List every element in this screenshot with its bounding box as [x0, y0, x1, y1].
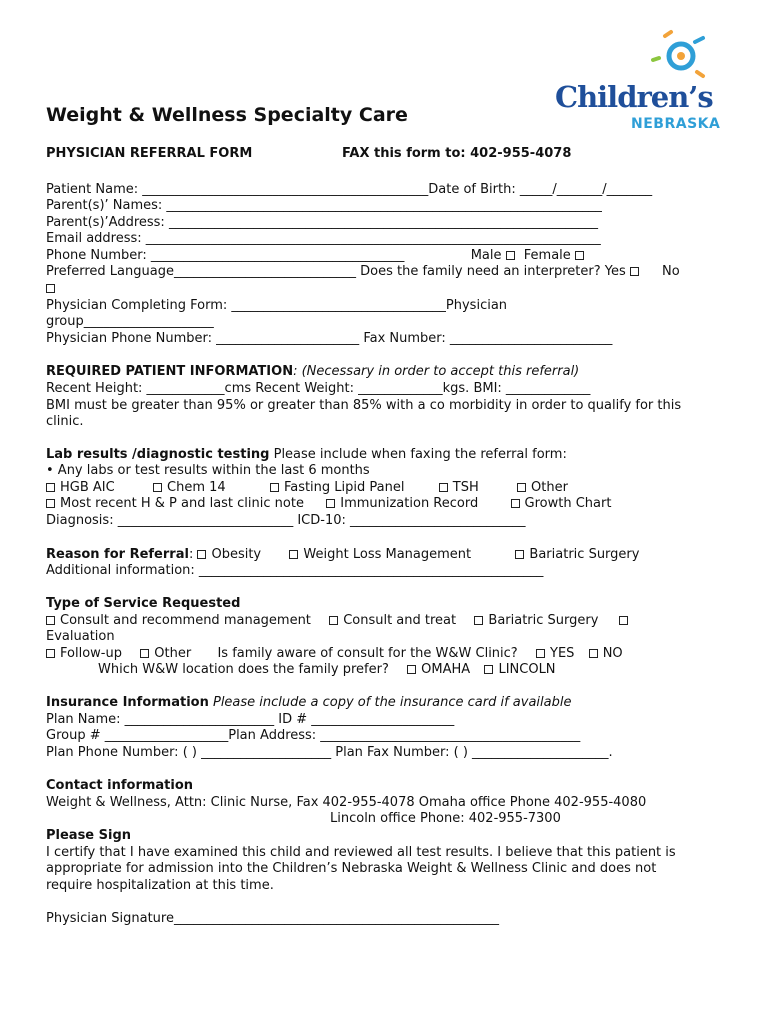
bariatric-service-checkbox[interactable]: [474, 616, 483, 625]
logo-subtitle: NEBRASKA: [631, 116, 721, 132]
female-checkbox[interactable]: [575, 251, 584, 260]
chem-checkbox[interactable]: [153, 483, 162, 492]
service-row-2: Follow-up Other Is family aware of consult for the W&W Clinic? YES NO: [46, 646, 623, 662]
service-heading: Type of Service Requested: [46, 596, 241, 611]
tsh-checkbox[interactable]: [439, 483, 448, 492]
additional-info-field[interactable]: Additional information: _____________________________________________________: [46, 563, 544, 578]
location-row: Which W&W location does the family prefer? OMAHA LINCOLN: [98, 662, 556, 677]
form-name: PHYSICIAN REFERRAL FORM: [46, 146, 253, 161]
bmi-requirement: BMI must be greater than 95% or greater than 85% with a co morbidity in order to qualify for this: [46, 398, 682, 413]
physician-phone-field[interactable]: Physician Phone Number: ______________________ Fax Number: _________________________: [46, 331, 613, 346]
lab-heading: Lab results /diagnostic testing Please include when faxing the referral form:: [46, 447, 567, 462]
parent-names-field[interactable]: Parent(s)’ Names: ___________________________________________________________________: [46, 198, 602, 213]
service-row-1: Consult and recommend management Consult and treat Bariatric Surgery: [46, 613, 633, 629]
lab-bullet: • Any labs or test results within the last 6 months: [46, 463, 370, 478]
physician-group-field[interactable]: group____________________: [46, 314, 214, 329]
certify-line-2: appropriate for admission into the Children’s Nebraska Weight & Wellness Clinic and does not: [46, 861, 657, 876]
group-address-field[interactable]: Group # ___________________Plan Address: ________________________________________: [46, 728, 581, 743]
plan-phone-field[interactable]: Plan Phone Number: ( ) ____________________ Plan Fax Number: ( ) _____________________.: [46, 745, 613, 760]
certify-line-1: I certify that I have examined this child and reviewed all test results. I believe that this patient is: [46, 845, 676, 860]
logo-swirl-icon: [651, 28, 711, 82]
form-title: Weight & Wellness Specialty Care: [46, 104, 408, 126]
physician-completing-field[interactable]: Physician Completing Form: _________________________________Physician: [46, 298, 508, 313]
lab-row-1: HGB AIC Chem 14 Fasting Lipid Panel TSH Other: [46, 480, 568, 496]
physician-signature-field[interactable]: Physician Signature__________________________________________________: [46, 911, 499, 926]
omaha-checkbox[interactable]: [407, 665, 416, 674]
interpreter-no-checkbox-row: [46, 281, 60, 297]
hp-checkbox[interactable]: [46, 499, 55, 508]
evaluation-checkbox[interactable]: [619, 616, 628, 625]
bmi-requirement-cont: clinic.: [46, 414, 84, 429]
lipid-checkbox[interactable]: [270, 483, 279, 492]
phone-number-field[interactable]: Phone Number: _______________________________________ Male Female: [46, 248, 589, 264]
parent-address-field[interactable]: Parent(s)’Address: __________________________________________________________________: [46, 215, 598, 230]
reason-row: Reason for Referral: Obesity Weight Loss Management Bariatric Surgery: [46, 547, 640, 562]
diagnosis-field[interactable]: Diagnosis: ___________________________ ICD-10: ___________________________: [46, 513, 526, 528]
required-info-heading: REQUIRED PATIENT INFORMATION: (Necessary in order to accept this referral): [46, 364, 580, 379]
bariatric-reason-checkbox[interactable]: [515, 550, 524, 559]
sign-heading: Please Sign: [46, 828, 132, 843]
interpreter-no-checkbox[interactable]: [46, 284, 55, 293]
hgb-checkbox[interactable]: [46, 483, 55, 492]
other-service-checkbox[interactable]: [140, 649, 149, 658]
obesity-checkbox[interactable]: [197, 550, 206, 559]
weight-loss-checkbox[interactable]: [289, 550, 298, 559]
fax-number: FAX this form to: 402-955-4078: [342, 146, 572, 161]
height-weight-field[interactable]: Recent Height: ____________cms Recent Weight: _____________kgs. BMI: _____________: [46, 381, 591, 396]
follow-up-checkbox[interactable]: [46, 649, 55, 658]
insurance-heading: Insurance Information Please include a copy of the insurance card if available: [46, 695, 572, 710]
aware-yes-checkbox[interactable]: [536, 649, 545, 658]
male-checkbox[interactable]: [506, 251, 515, 260]
email-field[interactable]: Email address: ______________________________________________________________________: [46, 231, 601, 246]
preferred-language-field[interactable]: Preferred Language____________________________ Does the family need an interpreter? Yes No: [46, 264, 680, 279]
contact-line-2: Lincoln office Phone: 402-955-7300: [330, 811, 561, 826]
plan-name-field[interactable]: Plan Name: _______________________ ID # ______________________: [46, 712, 455, 727]
contact-heading: Contact information: [46, 778, 194, 793]
patient-name-field[interactable]: Patient Name: ____________________________________________Date of Birth: _____/_______/_______: [46, 182, 653, 197]
immunization-checkbox[interactable]: [326, 499, 335, 508]
lincoln-checkbox[interactable]: [484, 665, 493, 674]
growth-chart-checkbox[interactable]: [511, 499, 520, 508]
certify-line-3: require hospitalization at this time.: [46, 878, 274, 893]
lab-row-2: Most recent H & P and last clinic note Immunization Record Growth Chart: [46, 496, 611, 512]
other-lab-checkbox[interactable]: [517, 483, 526, 492]
consult-treat-checkbox[interactable]: [329, 616, 338, 625]
logo-wordmark: Children’s: [555, 80, 713, 114]
interpreter-yes-checkbox[interactable]: [630, 267, 639, 276]
evaluation-label: Evaluation: [46, 629, 115, 644]
consult-recommend-checkbox[interactable]: [46, 616, 55, 625]
aware-no-checkbox[interactable]: [589, 649, 598, 658]
childrens-nebraska-logo: [555, 28, 730, 138]
contact-line-1: Weight & Wellness, Attn: Clinic Nurse, Fax 402-955-4078 Omaha office Phone 402-955-4080: [46, 795, 647, 810]
